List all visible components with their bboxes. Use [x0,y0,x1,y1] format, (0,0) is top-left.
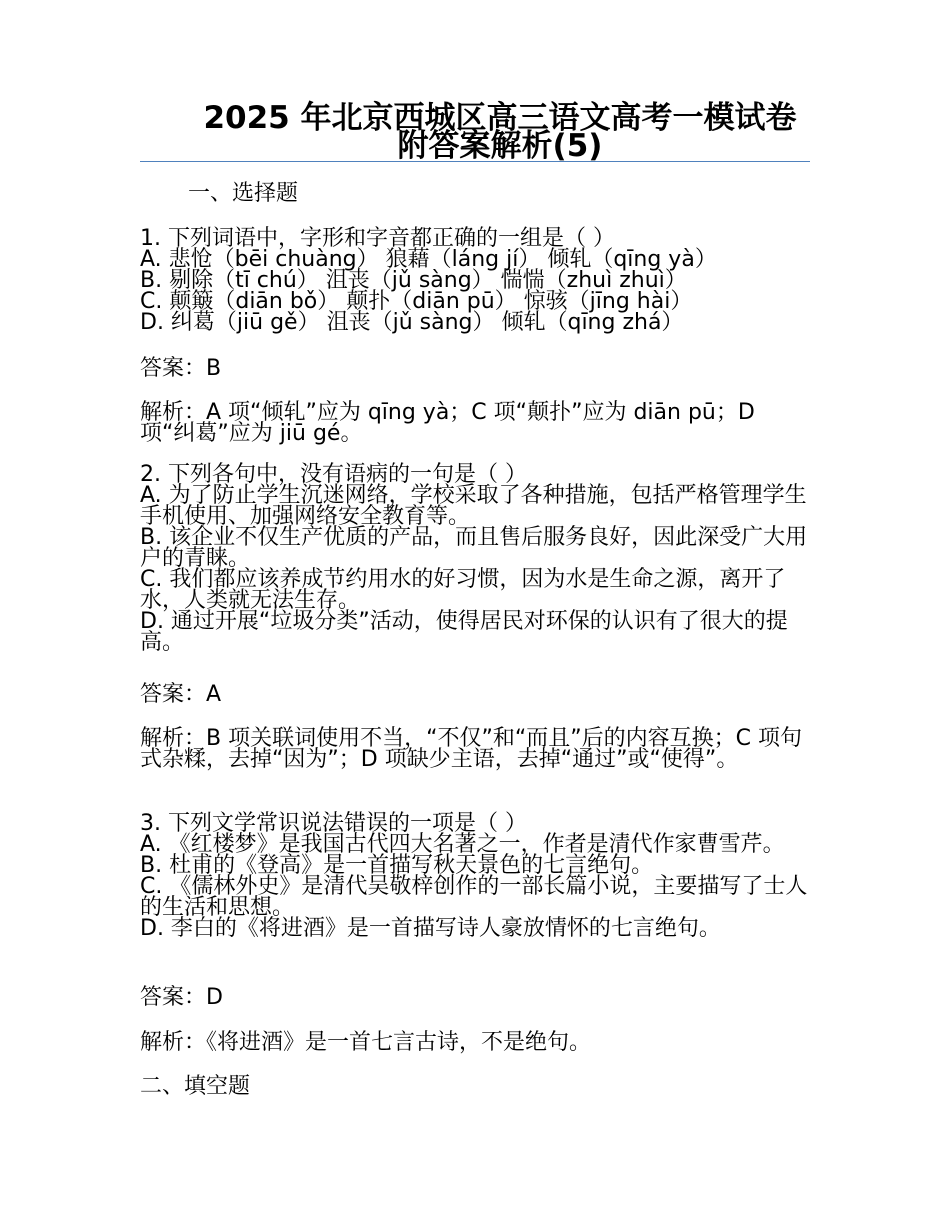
question-2-option-a: A. 为了防止学生沉迷网络，学校采取了各种措施，包括严格管理学生手机使用、加强网络安全教育等。 [140,483,807,529]
question-3-analysis: 解析：《将进酒》是一首七言古诗，不是绝句。 [140,1030,592,1055]
question-1-answer: 答案：B [140,356,222,381]
question-1-stem: 1. 下列词语中，字形和字音都正确的一组是（ ） [140,226,615,251]
question-1-analysis: 解析：A 项“倾轧”应为 qīng yà；C 项“颠扑”应为 diān pū；D 项“纠葛”应为 jiū gé。 [140,400,755,446]
question-1-option-a: A. 悲怆（bēi chuàng） 狼藉（láng jí） 倾轧（qīng yà） [140,247,717,272]
question-3-stem: 3. 下列文学常识说法错误的一项是（ ） [140,811,527,836]
question-2-option-d: D. 通过开展“垃圾分类”活动，使得居民对环保的认识有了很大的提高。 [140,609,788,655]
question-3-option-b: B. 杜甫的《登高》是一首描写秋天景色的七言绝句。 [140,853,654,878]
question-1-option-d: D. 纠葛（jiū gě） 沮丧（jǔ sàng） 倾轧（qīng zhá） [140,310,684,335]
question-2-option-b: B. 该企业不仅生产优质的产品，而且售后服务良好，因此深受广大用户的青睐。 [140,525,808,571]
question-2 [140,464,815,653]
question-2-answer: 答案：A [140,682,222,707]
question-2-analysis: 解析：B 项关联词使用不当，“不仅”和“而且”后的内容互换；C 项句式杂糅，去掉“因为”；D 项缺少主语，去掉“通过”或“使得”。 [140,726,803,772]
question-2-option-c: C. 我们都应该养成节约用水的好习惯，因为水是生命之源，离开了水，人类就无法生存。 [140,567,786,613]
question-1-option-c: C. 颠簸（diān bǒ） 颠扑（diān pū） 惊骇（jīng hài） [140,289,693,314]
question-3 [140,813,815,939]
question-1-option-b: B. 剔除（tī chú） 沮丧（jǔ sàng） 惴惴（zhuì zhuì） [140,268,687,293]
section-heading-fill-blank: 二、填空题 [140,1074,251,1099]
question-3-option-c: C. 《儒林外史》是清代吴敬梓创作的一部长篇小说，主要描写了士人的生活和思想。 [140,874,808,920]
question-3-option-d: D. 李白的《将进酒》是一首描写诗人豪放情怀的七言绝句。 [140,916,721,941]
question-3-option-a: A. 《红楼梦》是我国古代四大名著之一，作者是清代作家曹雪芹。 [140,832,785,857]
question-2-stem: 2. 下列各句中，没有语病的一句是（ ） [140,462,527,487]
section-heading-choice: 一、选择题 [188,181,299,206]
question-3-answer: 答案：D [140,985,223,1010]
title-underline [140,161,810,162]
question-1 [140,228,815,333]
document-title: 2025 年北京西城区高三语文高考一模试卷附答案解析(5) [203,100,797,164]
